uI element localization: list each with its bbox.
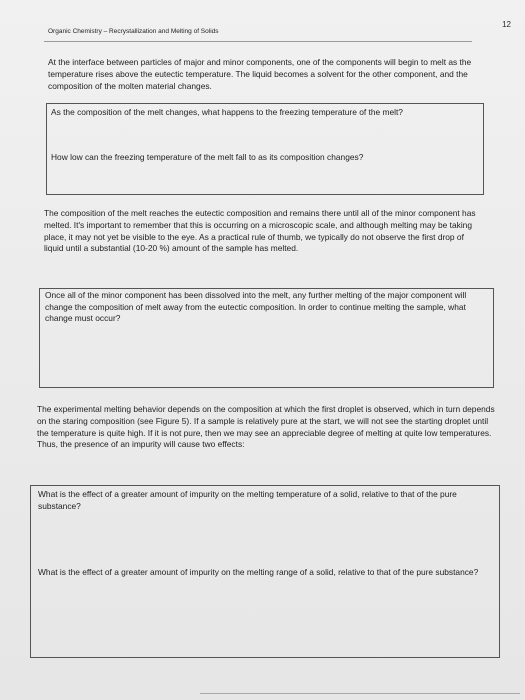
question-impurity-melting-temperature: What is the effect of a greater amount of impurity on the melting temperature of a solid, relative to that of the pure substance? [38,489,457,511]
paragraph-experimental-melting: The experimental melting behavior depends on the composition at which the first droplet is observed, which in turn depends on the staring composition (see Figure 5). If a sample is relatively pure at the start, we will not see the starting droplet until the temperature is quite high. If it is not pure, then we may see an appreciable degree of melting at quite low temperatures. Thus, the presence of an impurity will cause two effects: [37,404,495,450]
paragraph-interface-melting: At the interface between particles of major and minor components, one of the components will begin to melt as the temperature rises above the eutectic temperature. The liquid becomes a solvent for the other component, and the composition of the molten material changes. [48,57,472,91]
page-header: Organic Chemistry – Recrystallization and Melting of Solids [48,28,219,35]
question-freezing-temperature-change: As the composition of the melt changes, what happens to the freezing temperature of the melt? [51,107,403,117]
header-divider [44,41,472,42]
paragraph-eutectic-composition: The composition of the melt reaches the eutectic composition and remains there until all of the minor component has melted. It's important to remember that this is occurring on a microscopic scale, and although melting may be taking place, it may not yet be visible to the eye. As a practical rule of thumb, we typically do not observe the first drop of liquid until a substantial (10-20 %) amount of the sample has melted. [44,208,476,254]
page-number: 12 [502,20,511,29]
question-impurity-melting-range: What is the effect of a greater amount of impurity on the melting range of a solid, relative to that of the pure substance? [38,567,479,577]
question-freezing-temperature-limit: How low can the freezing temperature of the melt fall to as its composition changes? [51,152,364,162]
bottom-divider [200,693,520,694]
question-continue-melting: Once all of the minor component has been dissolved into the melt, any further melting of the major component will change the composition of melt away from the eutectic composition. In order to continue melting the sample, what change must occur? [45,290,467,323]
